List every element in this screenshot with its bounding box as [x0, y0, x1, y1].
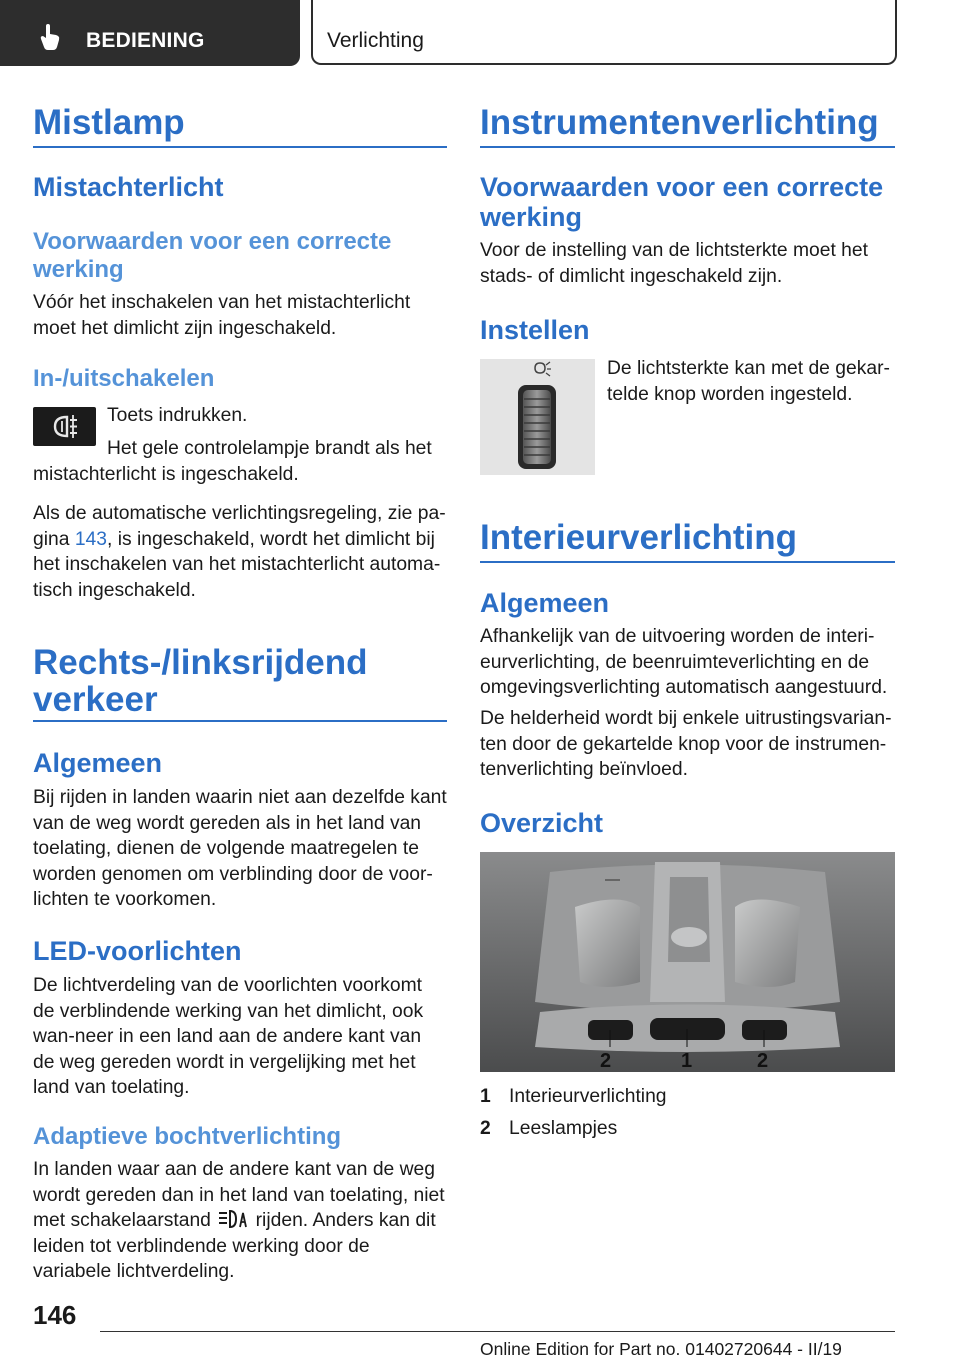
heading-interior-general: Algemeen [480, 588, 610, 618]
legend-number: 1 [480, 1086, 491, 1107]
adjust-text: De lichtsterkte kan met de gekar-telde knop worden ingesteld. [607, 358, 890, 405]
heading-requirements: Voorwaarden voor een correcte werking [33, 228, 392, 283]
automatic-headlight-icon [216, 1208, 250, 1230]
brightness-knob-image [480, 359, 595, 475]
requirements-text: Vóór het inschakelen van het mistachterlicht moet het dimlicht zijn ingeschakeld. [33, 292, 411, 339]
heading-adaptive: Adaptieve bochtverlichting [33, 1123, 342, 1150]
section-tab-label: BEDIENING [86, 29, 205, 52]
switch-text-2: Het gele controlelampje brandt als het mistachterlicht is ingeschakeld. [33, 438, 432, 485]
heading-rule [33, 720, 447, 722]
switch-text-1: Toets indrukken. [107, 405, 248, 426]
led-text: De lichtverdeling van de voorlichten voorkomt de verblindende werking van het dimlicht, ook wan-neer in een land aan de andere kant van de weg gereden wordt in vergelijking met het land van toelating. [33, 975, 424, 1098]
edition-text: Online Edition for Part no. 01402720644 - II/19 [480, 1339, 842, 1359]
callout-center: 1 [681, 1050, 693, 1072]
interior-general-text-1: Afhankelijk van de uitvoering worden de interi-eurverlichting, de beenruimteverlichting en de omgevingsverlichting automatisch aangestuurd. [480, 626, 888, 698]
heading-rule [480, 146, 895, 148]
legend-number: 2 [480, 1118, 491, 1139]
ceiling-console-icon [480, 852, 895, 1072]
auto-text-after: , is ingeschakeld, wordt het dimlicht bij het inschakelen van het mistachterlicht automa-tisch ingeschakeld. [33, 528, 441, 601]
page-number: 146 [33, 1300, 77, 1330]
adaptive-text-before: In landen waar aan de andere kant van de weg wordt gereden dan in het land van toelating, niet met schakelaarstand [33, 1159, 445, 1231]
footer-rule [100, 1331, 895, 1332]
heading-instrument: Instrumentenverlichting [480, 103, 879, 142]
pointing-hand-icon [38, 24, 62, 50]
general-text: Bij rijden in landen waarin niet aan dezelfde kant van de weg wordt gereden als in het land van toelating, dienen de volgende maatregelen te worden genomen om verblinding door de voor-lichten te voorkomen. [33, 787, 447, 910]
legend-item [480, 1116, 491, 1142]
callout-right: 2 [757, 1050, 769, 1072]
heading-mistachterlicht: Mistachterlicht [33, 172, 224, 202]
adaptive-text [33, 1157, 447, 1285]
interior-general-text-2: De helderheid wordt bij enkele uitrustingsvarian-ten door de gekartelde knop voor de instrumen-tenverlichting beïnvloed. [480, 708, 892, 780]
heading-led: LED-voorlichten [33, 936, 242, 966]
chapter-tab-label: Verlichting [327, 29, 424, 52]
auto-text-before: Als de automatische verlichtingsregeling, zie pa-gina [33, 503, 446, 550]
heading-traffic: Rechts-/linksrijdend verkeer [33, 643, 368, 719]
auto-lighting-text [33, 501, 447, 603]
interior-light-overview-image [480, 852, 895, 1072]
brightness-knob-icon [480, 359, 595, 475]
chapter-tab[interactable] [311, 0, 897, 65]
heading-interior: Interieurverlichting [480, 518, 798, 557]
instrument-requirements-text: Voor de instelling van de lichtsterkte moet het stads- of dimlicht ingeschakeld zijn. [480, 240, 868, 287]
heading-adjust: Instellen [480, 315, 590, 345]
heading-general: Algemeen [33, 748, 163, 778]
heading-rule [480, 561, 895, 563]
heading-switch: In-/uitschakelen [33, 365, 215, 392]
heading-overview: Overzicht [480, 808, 604, 838]
legend-item [480, 1084, 491, 1110]
legend-label: Interieurverlichting [509, 1086, 667, 1107]
section-tab[interactable] [0, 0, 300, 66]
legend-label: Leeslampjes [509, 1118, 618, 1139]
heading-instrument-requirements: Voorwaarden voor een correcte werking [480, 172, 884, 232]
adaptive-text-after: rijden. Anders kan dit leiden tot verblindende werking door de variabele lichtverdeling. [33, 1210, 436, 1282]
page-link-143[interactable]: 143 [74, 528, 107, 550]
heading-mistlamp: Mistlamp [33, 103, 185, 142]
callout-left: 2 [600, 1050, 612, 1072]
heading-rule [33, 146, 447, 148]
